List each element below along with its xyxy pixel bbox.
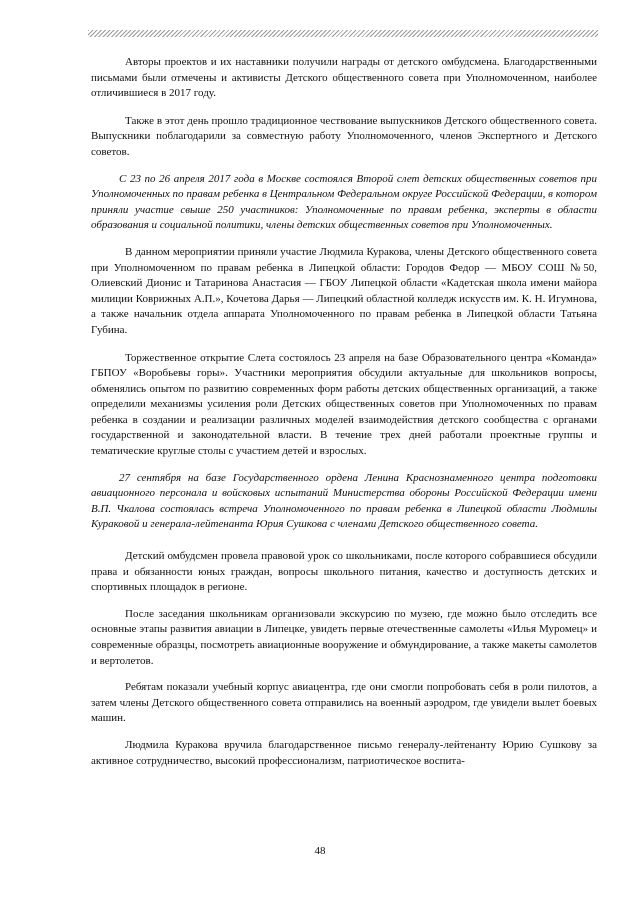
paragraph-moscow-rally-italic: С 23 по 26 апреля 2017 года в Москве состоялся Второй слет детских общественных советов при Уполномоченных по правам ребенка в Центральном Федеральном округе Российской Федерации, в котором приняли участие свыше 250 участников: Уполномоченные по правам ребенка, эксперты в области образования и социальной политики, члены детских общественных советов при Уполномоченных. xyxy=(91,172,597,232)
paragraph-opening: Торжественное открытие Слета состоялось 23 апреля на базе Образовательного центра «Команда» ГБПОУ «Воробьевы горы». Участники мероприятия обсудили актуальные для школьников вопросы, обменялись опытом по развитию современных форм работы детских общественных организаций, а также определили механизмы усиления роли Детских общественных советов при Уполномоченных по правам ребенка в создании и реализации различных моделей взаимодействия детского сообщества с органами государственной и законодательной власти. В течение трех дней работали проектные группы и тематические круглые столы с участием детей и взрослых. xyxy=(91,351,597,458)
paragraph-participants: В данном мероприятии приняли участие Людмила Куракова, члены Детского общественного совета при Уполномоченном по правам ребенка в Липецкой области: Городов Федор — МБОУ СОШ №50, Олиевский Дионис и Татаринова Анастасия — ГБОУ Липецкой области «Кадетская школа имени майора милиции Коврижных А.П.», Кочетова Дарья — Липецкий областной колледж искусств им. К. Н. Игумнова, а также начальник отдела аппарата Уполномоченного по правам ребенка в Липецкой области Татьяна Губина. xyxy=(91,245,597,336)
paragraph-chkalov-center-italic: 27 сентября на базе Государственного ордена Ленина Краснознаменного центра подготовки авиационного персонала и войсковых испытаний Министерства обороны Российской Федерации имени В.П. Чкалова состоялась встреча Уполномоченного по правам ребенка в Липецкой области Людмилы Кураковой и генерала-лейтенанта Юрия Сушкова с членами Детского общественного совета. xyxy=(91,471,597,531)
paragraph-aviation-center: Ребятам показали учебный корпус авиацентра, где они смогли попробовать себя в роли пилотов, а затем члены Детского общественного совета отправились на военный аэродром, где увидели вылет боевых машин. xyxy=(91,681,597,725)
paragraph-awards: Авторы проектов и их наставники получили награды от детского омбудсмена. Благодарственными письмами были отмечены и активисты Детского общественного совета при Уполномоченном, наиболее отличившиеся в 2017 году. xyxy=(91,56,597,100)
header-decorative-band xyxy=(88,30,598,37)
paragraph-museum-tour: После заседания школьникам организовали экскурсию по музею, где можно было отследить все основные этапы развития авиации в Липецке, увидеть первые отечественные самолеты «Илья Муромец» и современные образцы, посмотреть авиационные вооружение и обмундирование, а также макеты самолетов и вертолетов. xyxy=(91,607,597,667)
paragraph-legal-lesson: Детский омбудсмен провела правовой урок со школьниками, после которого собравшиеся обсудили права и обязанности юных граждан, вопросы школьного питания, качество и доступность детских и спортивных площадок в регионе. xyxy=(91,550,597,594)
page-content xyxy=(91,55,597,769)
paragraph-graduates: Также в этот день прошло традиционное чествование выпускников Детского общественного совета. Выпускники поблагодарили за совместную работу Уполномоченного, членов Экспертного и Детского советов. xyxy=(91,114,597,158)
paragraph-gratitude-letter: Людмила Куракова вручила благодарственное письмо генералу-лейтенанту Юрию Сушкову за активное сотрудничество, высокий профессионализм, патриотическое воспита- xyxy=(91,738,597,767)
page-number: 48 xyxy=(314,845,326,857)
